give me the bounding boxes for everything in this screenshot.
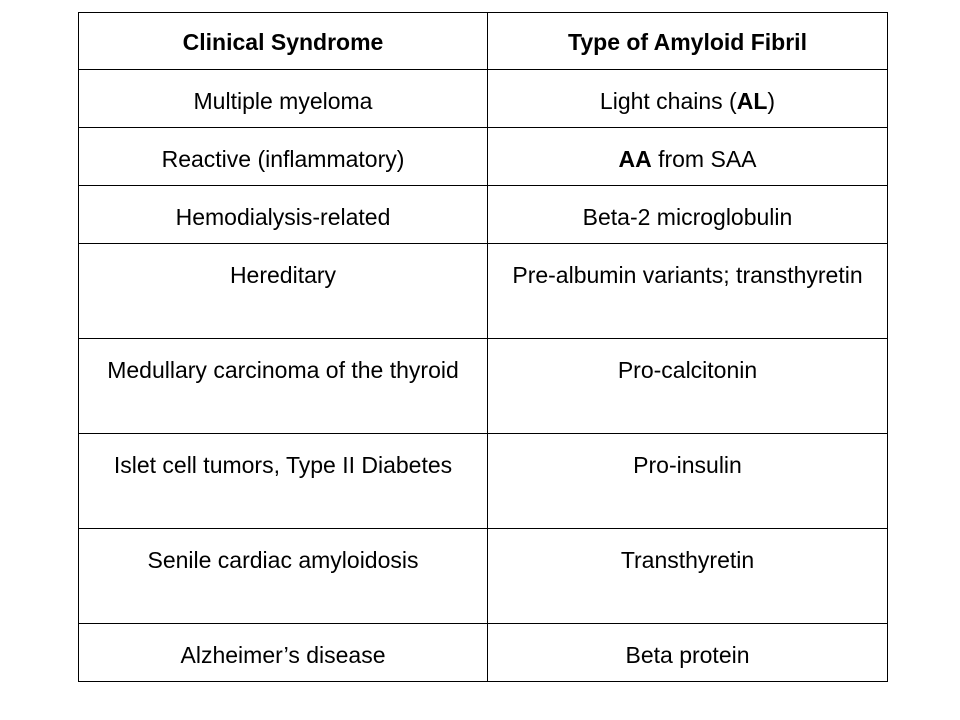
fibril-cell: Pro-insulin (488, 434, 888, 529)
header-amyloid-fibril: Type of Amyloid Fibril (488, 13, 888, 70)
fibril-cell: Pro-calcitonin (488, 339, 888, 434)
syndrome-cell: Hemodialysis-related (79, 186, 488, 244)
table-row (79, 244, 888, 339)
syndrome-cell: Reactive (inflammatory) (79, 128, 488, 186)
fibril-text: Light chains ( (599, 88, 737, 114)
table-row (79, 128, 888, 186)
syndrome-cell: Alzheimer’s disease (79, 624, 488, 682)
fibril-cell (488, 128, 888, 186)
fibril-cell: Pre-albumin variants; transthyretin (488, 244, 888, 339)
syndrome-cell: Senile cardiac amyloidosis (79, 529, 488, 624)
table-row (79, 70, 888, 128)
fibril-text: ) (767, 88, 776, 114)
fibril-text: from SAA (651, 146, 757, 172)
fibril-cell: Beta protein (488, 624, 888, 682)
syndrome-cell: Hereditary (79, 244, 488, 339)
header-clinical-syndrome: Clinical Syndrome (79, 13, 488, 70)
amyloid-table (78, 12, 888, 682)
table-row (79, 624, 888, 682)
table-header-row (79, 13, 888, 70)
fibril-cell (488, 70, 888, 128)
fibril-cell: Transthyretin (488, 529, 888, 624)
table-row (79, 529, 888, 624)
syndrome-cell: Medullary carcinoma of the thyroid (79, 339, 488, 434)
fibril-abbrev: AL (736, 88, 768, 114)
fibril-cell: Beta-2 microglobulin (488, 186, 888, 244)
table-row (79, 434, 888, 529)
syndrome-cell: Islet cell tumors, Type II Diabetes (79, 434, 488, 529)
syndrome-cell: Multiple myeloma (79, 70, 488, 128)
table-row (79, 339, 888, 434)
table-row (79, 186, 888, 244)
fibril-abbrev: AA (618, 146, 652, 172)
